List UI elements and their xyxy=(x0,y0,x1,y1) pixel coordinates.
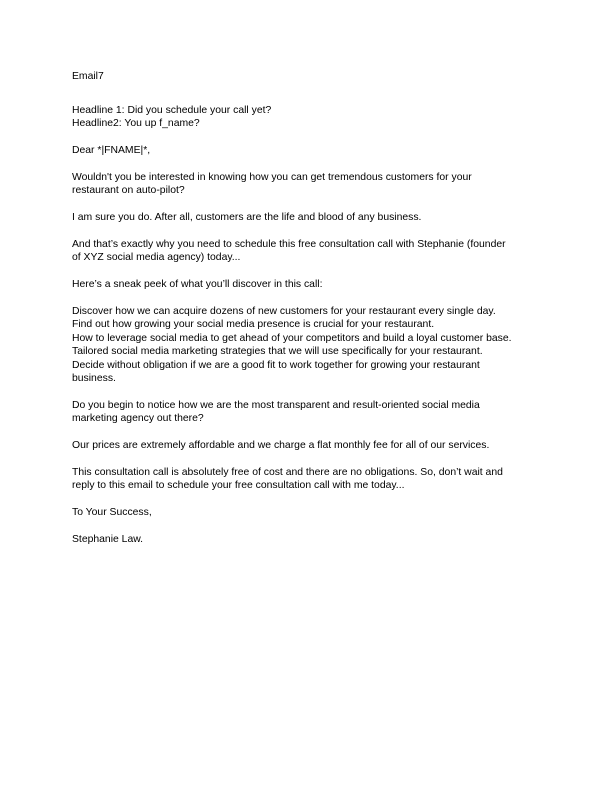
paragraph-sneak-peek: Here’s a sneak peek of what you’ll discover in this call: xyxy=(72,279,323,290)
paragraph-intro: Wouldn't you be interested in knowing how you can get tremendous customers for your restaurant on auto-pilot? xyxy=(72,172,472,197)
paragraph-consultation: This consultation call is absolutely free of cost and there are no obligations. So, don’t wait and reply to this email to schedule your free consultation call with me today... xyxy=(72,467,503,492)
signature: Stephanie Law. xyxy=(72,534,144,545)
paragraph-transparent: Do you begin to notice how we are the most transparent and result-oriented social media marketing agency out there? xyxy=(72,400,480,425)
headline-2: Headline2: You up f_name? xyxy=(72,118,200,129)
paragraph-prices: Our prices are extremely affordable and we charge a flat monthly fee for all of our services. xyxy=(72,440,490,451)
list-item: Discover how we can acquire dozens of new customers for your restaurant every single day. xyxy=(72,306,496,317)
list-item: How to leverage social media to get ahead of your competitors and build a loyal customer base. xyxy=(72,332,512,344)
greeting: Dear *|FNAME|*, xyxy=(72,145,151,156)
paragraph-sure: I am sure you do. After all, customers are the life and blood of any business. xyxy=(72,212,422,223)
benefits-list xyxy=(72,305,552,385)
headline-1: Headline 1: Did you schedule your call yet? xyxy=(72,105,272,116)
closing: To Your Success, xyxy=(72,507,152,518)
paragraph-schedule: And that’s exactly why you need to schedule this free consultation call with Stephanie (founder of XYZ social media agency) today... xyxy=(72,239,506,264)
list-item: Tailored social media marketing strategies that we will use specifically for your restaurant. xyxy=(72,346,483,358)
document-title: Email7 xyxy=(72,71,104,82)
list-item: Decide without obligation if we are a good fit to work together for growing your restaurant business. xyxy=(72,359,480,385)
list-item: Find out how growing your social media presence is crucial for your restaurant. xyxy=(72,319,435,331)
